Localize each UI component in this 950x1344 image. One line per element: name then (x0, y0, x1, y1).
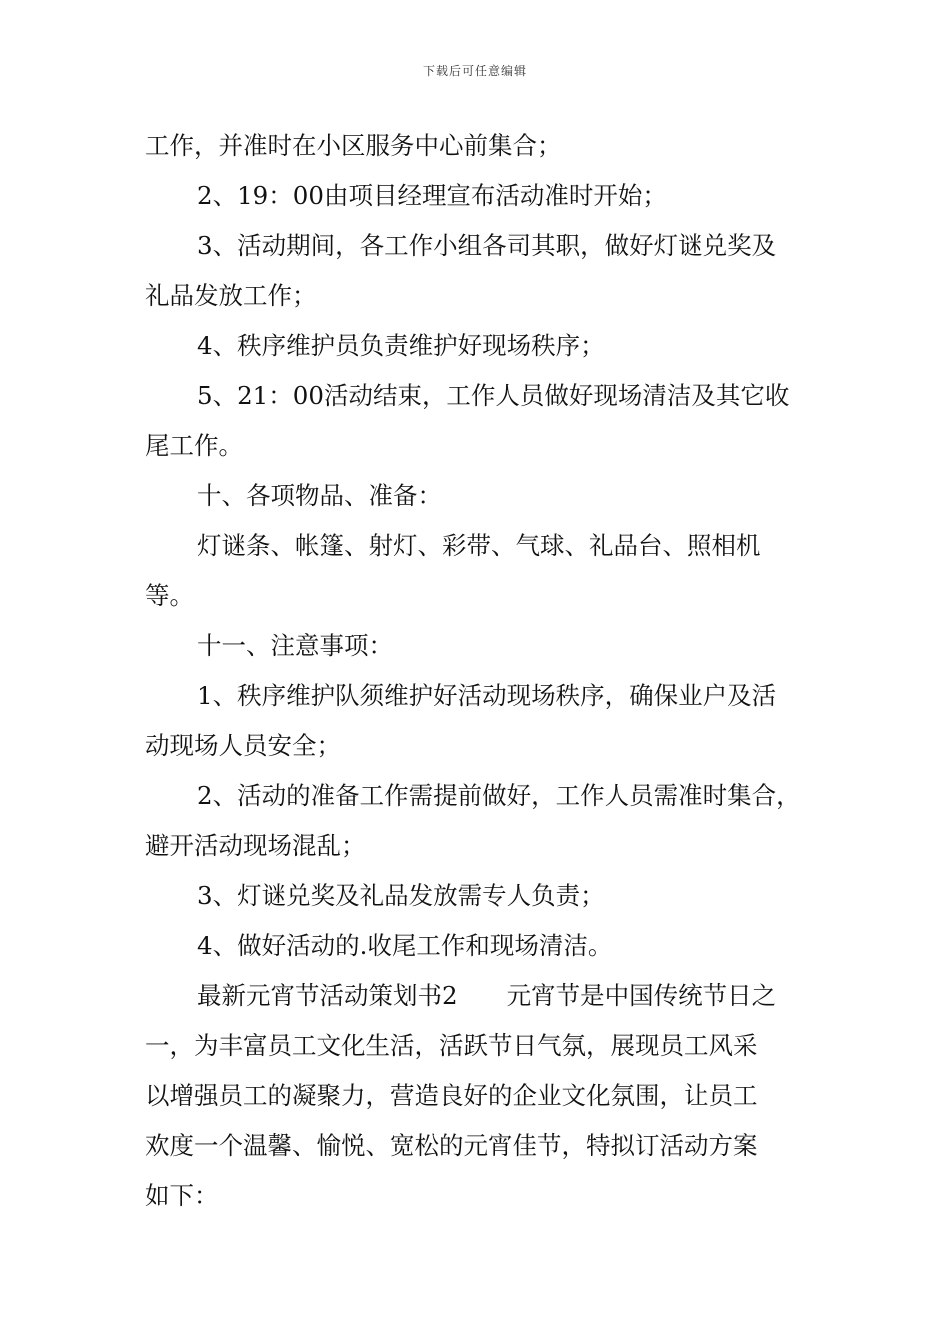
section-heading: 十、各项物品、准备： (197, 481, 442, 510)
text-line: 避开活动现场混乱； (145, 831, 366, 860)
text-line: 尾工作。 (145, 431, 243, 460)
text-line: 3、活动期间，各工作小组各司其职，做好灯谜兑奖及 (197, 231, 777, 260)
text-line: 等。 (145, 581, 194, 610)
text-line: 动现场人员安全； (145, 731, 341, 760)
text-line: 工作，并准时在小区服务中心前集合； (145, 131, 562, 160)
text-line: 如下： (145, 1181, 219, 1210)
text-line: 2、活动的准备工作需提前做好，工作人员需准时集合， (197, 781, 801, 810)
text-line: 欢度一个温馨、愉悦、宽松的元宵佳节，特拟订活动方案 (145, 1131, 758, 1160)
text-line: 以增强员工的凝聚力，营造良好的企业文化氛围，让员工 (145, 1081, 758, 1110)
text-line: 一，为丰富员工文化生活，活跃节日气氛，展现员工风采 (145, 1031, 758, 1060)
section-heading: 十一、注意事项： (197, 631, 393, 660)
text-line: 5、21：00活动结束，工作人员做好现场清洁及其它收 (197, 381, 790, 410)
text-line: 礼品发放工作； (145, 281, 317, 310)
text-line: 1、秩序维护队须维护好活动现场秩序，确保业户及活 (197, 681, 777, 710)
text-line: 2、19：00由项目经理宣布活动准时开始； (197, 181, 667, 210)
text-line: 4、秩序维护员负责维护好现场秩序； (197, 331, 605, 360)
document-body (145, 121, 810, 1221)
text-line: 4、做好活动的.收尾工作和现场清洁。 (197, 931, 613, 960)
page-header: 下载后可任意编辑 (422, 64, 527, 78)
text-line: 灯谜条、帐篷、射灯、彩带、气球、礼品台、照相机 (197, 531, 761, 560)
text-line: 最新元宵节活动策划书2 元宵节是中国传统节日之 (197, 981, 777, 1010)
text-line: 3、灯谜兑奖及礼品发放需专人负责； (197, 881, 605, 910)
